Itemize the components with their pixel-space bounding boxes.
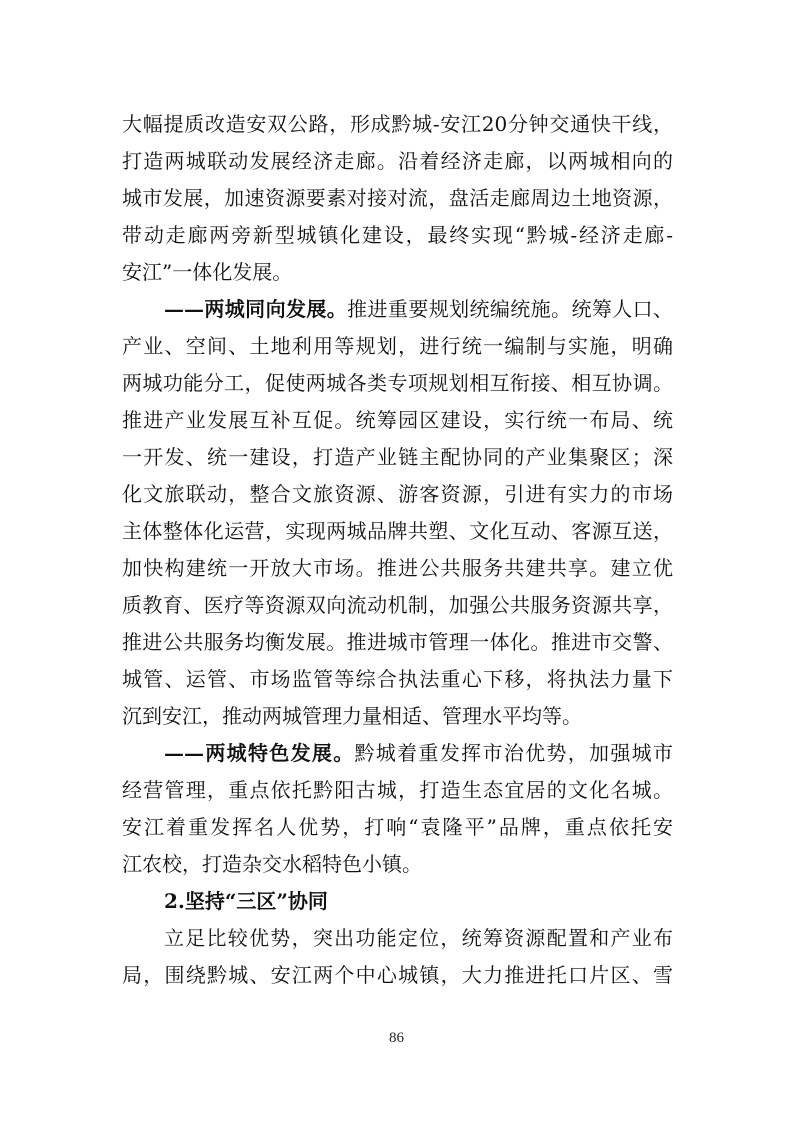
paragraph-2-line-8: 加快构建统一开放大市场。推进公共服务共建共享。建立优 bbox=[122, 556, 673, 580]
paragraph-3-lead: ——两城特色发展。 bbox=[164, 741, 355, 765]
paragraph-2-line-12: 沉到安江，推动两城管理力量相适、管理水平均等。 bbox=[122, 704, 582, 728]
paragraph-2-line-7: 主体整体化运营，实现两城品牌共塑、文化互动、客源互送， bbox=[122, 519, 673, 543]
paragraph-3-line-3: 安江着重发挥名人优势，打响“袁隆平”品牌，重点依托安 bbox=[122, 815, 673, 839]
section-heading: 2.坚持“三区”协同 bbox=[164, 889, 328, 913]
paragraph-1-line-3: 城市发展，加速资源要素对接对流，盘活走廊周边土地资源， bbox=[122, 186, 673, 210]
paragraph-2-line-4: 推进产业发展互补互促。统筹园区建设，实行统一布局、统 bbox=[122, 408, 673, 432]
paragraph-1-line-1: 大幅提质改造安双公路，形成黔城-安江20分钟交通快干线， bbox=[122, 112, 673, 136]
paragraph-2-line-5: 一开发、统一建设，打造产业链主配协同的产业集聚区；深 bbox=[122, 445, 673, 469]
paragraph-2-line-2: 产业、空间、土地利用等规划，进行统一编制与实施，明确 bbox=[122, 334, 673, 358]
paragraph-1-line-5: 安江”一体化发展。 bbox=[122, 260, 293, 284]
paragraph-3-line-1 bbox=[164, 740, 673, 766]
paragraph-2-line-11: 城管、运管、市场监管等综合执法重心下移，将执法力量下 bbox=[122, 667, 673, 691]
paragraph-4-line-2: 局，围绕黔城、安江两个中心城镇，大力推进托口片区、雪 bbox=[122, 963, 673, 987]
paragraph-2-line-1 bbox=[164, 296, 673, 322]
paragraph-1-line-2: 打造两城联动发展经济走廊。沿着经济走廊，以两城相向的 bbox=[122, 149, 673, 173]
paragraph-4-line-1: 立足比较优势，突出功能定位，统筹资源配置和产业布 bbox=[164, 926, 673, 950]
paragraph-1-line-4: 带动走廊两旁新型城镇化建设，最终实现“黔城-经济走廊- bbox=[122, 223, 673, 247]
paragraph-2-line-6: 化文旅联动，整合文旅资源、游客资源，引进有实力的市场 bbox=[122, 482, 673, 506]
paragraph-2-line-3: 两城功能分工，促使两城各类专项规划相互衔接、相互协调。 bbox=[122, 371, 673, 395]
paragraph-3-line-4: 江农校，打造杂交水稻特色小镇。 bbox=[122, 852, 422, 876]
paragraph-2-line-10: 推进公共服务均衡发展。推进城市管理一体化。推进市交警、 bbox=[122, 630, 673, 654]
page-number: 86 bbox=[389, 1030, 404, 1046]
paragraph-2-line-9: 质教育、医疗等资源双向流动机制，加强公共服务资源共享， bbox=[122, 593, 673, 617]
paragraph-3-line-1-text: 黔城着重发挥市治优势，加强城市 bbox=[354, 741, 673, 765]
paragraph-2-lead: ——两城同向发展。 bbox=[164, 297, 348, 321]
paragraph-2-line-1-text: 推进重要规划统编统施。统筹人口、 bbox=[347, 297, 673, 321]
paragraph-3-line-2: 经营管理，重点依托黔阳古城，打造生态宜居的文化名城。 bbox=[122, 778, 673, 802]
